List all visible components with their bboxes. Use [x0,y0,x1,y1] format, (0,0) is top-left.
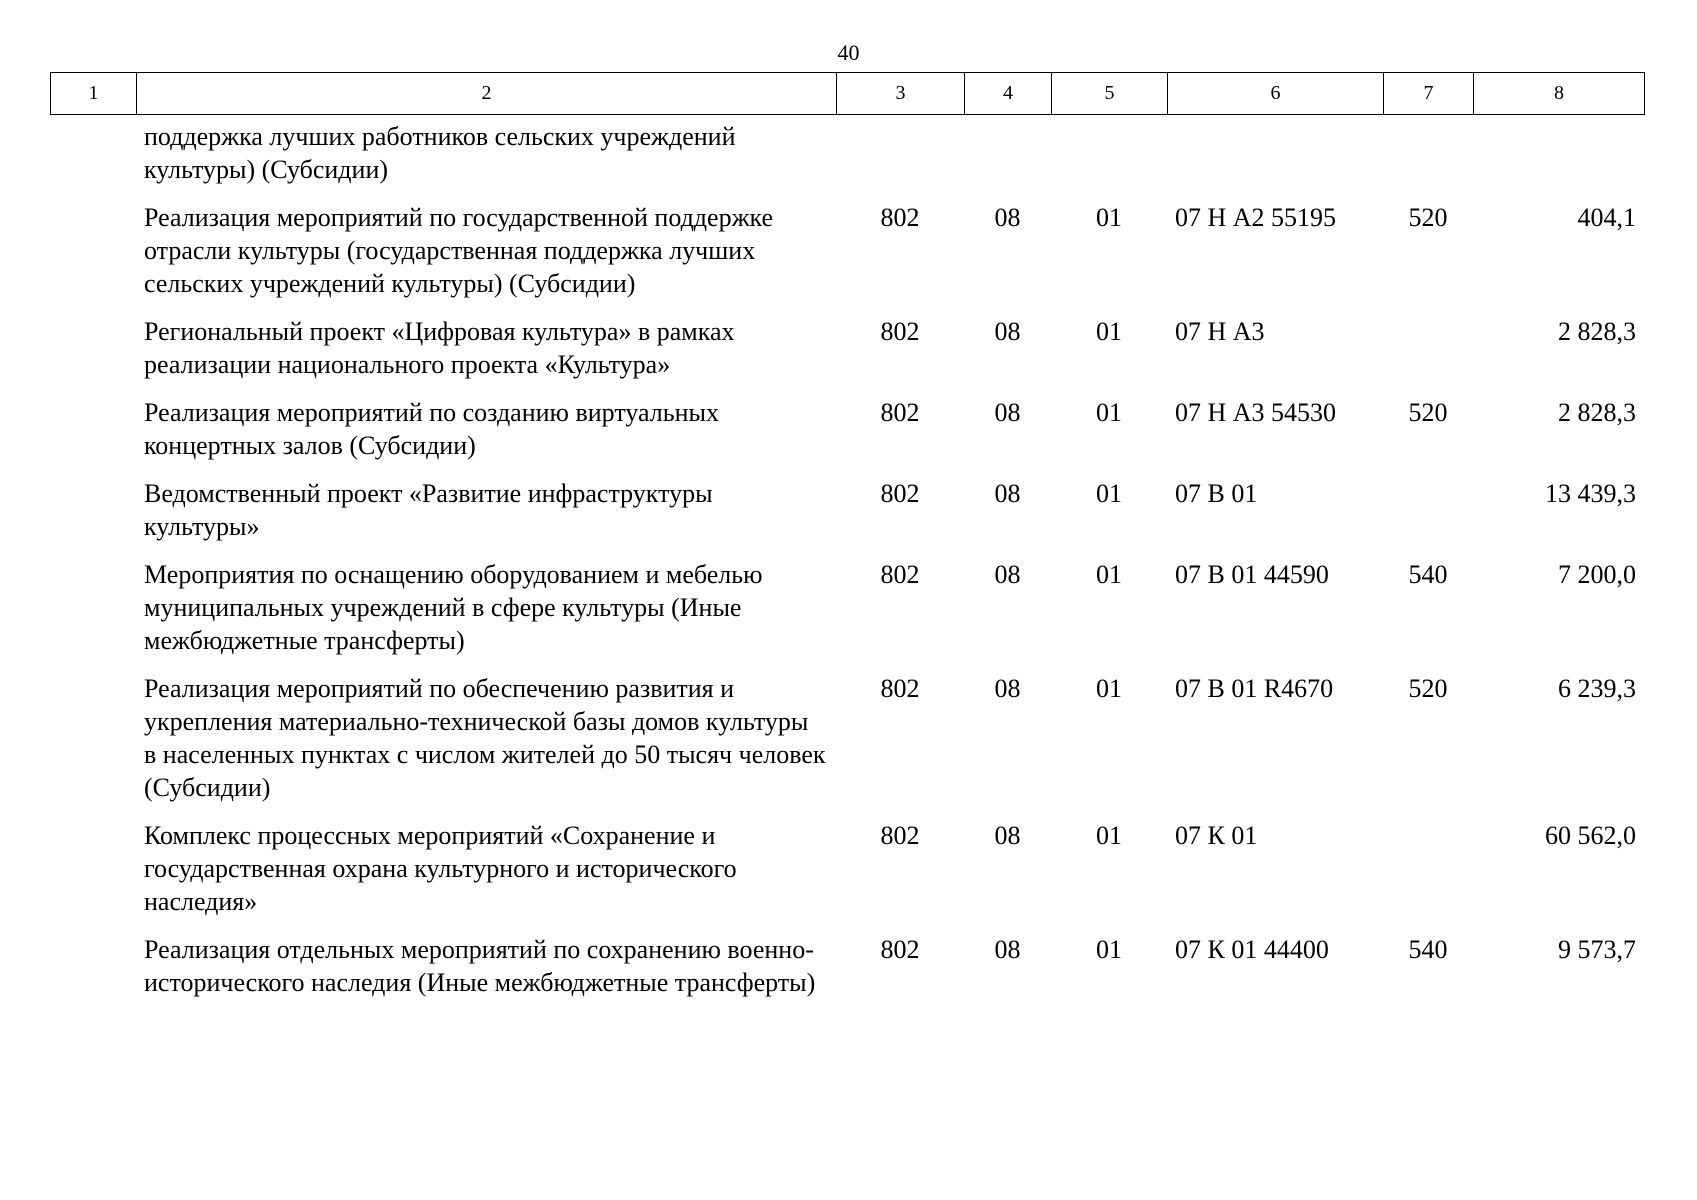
row-code-4: 08 [994,398,1021,427]
row-description: Мероприятия по оснащению оборудованием и мебелью муниципальных учреждений в сфере культуры (Иные межбюджетные трансферты) [144,560,763,655]
column-number-3: 3 [837,73,965,115]
row-amount: 404,1 [1577,203,1636,232]
row-code-7: 540 [1408,560,1448,589]
column-header-row [51,73,1645,115]
row-code-5: 01 [1096,821,1122,850]
row-code-4: 08 [994,821,1021,850]
row-code-3: 802 [880,560,920,589]
row-code-3: 802 [880,821,920,850]
row-code-7 [1383,315,1473,396]
row-code-3: 802 [880,317,920,346]
table-row [50,201,1644,315]
row-code-6: 07 В 01 [1175,479,1258,508]
budget-table-body [50,120,1644,1014]
table-row [50,120,1644,201]
column-number-4: 4 [965,73,1052,115]
row-description: Комплекс процессных мероприятий «Сохранение и государственная охрана культурного и исторического наследия» [144,821,737,916]
table-row [50,396,1644,477]
row-code-3 [836,120,964,201]
budget-table [50,120,1644,1014]
column-header-table [50,72,1645,115]
row-amount: 9 573,7 [1558,935,1636,964]
row-code-5: 01 [1096,935,1122,964]
row-code-3: 802 [880,935,920,964]
row-amount: 2 828,3 [1558,398,1636,427]
page-number: 40 [837,40,860,65]
row-amount: 2 828,3 [1558,317,1636,346]
row-code-4: 08 [994,203,1021,232]
row-description: Реализация мероприятий по созданию виртуальных концертных залов (Субсидии) [144,398,719,460]
row-amount: 7 200,0 [1558,560,1636,589]
row-amount [1473,120,1644,201]
row-description: Реализация мероприятий по государственной поддержке отрасли культуры (государственная поддержка лучших сельских учреждений культуры) (Субсидии) [144,203,774,298]
column-number-8: 8 [1474,73,1645,115]
row-code-7: 540 [1408,935,1448,964]
row-code-7: 520 [1408,398,1448,427]
row-description: Региональный проект «Цифровая культура» в рамках реализации национального проекта «Культура» [144,317,735,379]
row-code-7 [1383,120,1473,201]
table-row [50,558,1644,672]
row-amount: 60 562,0 [1545,821,1636,850]
row-code-5: 01 [1096,317,1122,346]
table-row [50,819,1644,933]
row-code-6: 07 В 01 44590 [1175,560,1329,589]
row-code-5: 01 [1096,203,1122,232]
row-code-6: 07 Н А3 [1175,317,1265,346]
row-code-3: 802 [880,674,920,703]
row-code-5: 01 [1096,479,1122,508]
row-amount: 6 239,3 [1558,674,1636,703]
column-number-2: 2 [137,73,837,115]
row-code-4: 08 [994,674,1021,703]
row-code-5: 01 [1096,560,1122,589]
row-code-3: 802 [880,398,920,427]
row-code-5: 01 [1096,398,1122,427]
row-code-5 [1051,120,1167,201]
row-code-6: 07 Н А3 54530 [1175,398,1337,427]
row-code-4: 08 [994,317,1021,346]
row-description: Ведомственный проект «Развитие инфраструктуры культуры» [144,479,713,541]
row-description: Реализация мероприятий по обеспечению развития и укрепления материально-технической базы домов культуры в населенных пунктах с числом жителей до 50 тысяч человек (Субсидии) [144,674,826,802]
column-number-5: 5 [1052,73,1168,115]
row-code-7: 520 [1408,203,1448,232]
row-code-6 [1167,120,1383,201]
row-code-4: 08 [994,560,1021,589]
row-code-7: 520 [1408,674,1448,703]
row-code-6: 07 К 01 44400 [1175,935,1329,964]
table-row [50,933,1644,1014]
table-row [50,477,1644,558]
row-code-6: 07 Н А2 55195 [1175,203,1337,232]
column-number-6: 6 [1168,73,1384,115]
table-row [50,672,1644,819]
row-code-7 [1383,819,1473,933]
row-amount: 13 439,3 [1545,479,1636,508]
row-code-5: 01 [1096,674,1122,703]
row-code-6: 07 В 01 R4670 [1175,674,1334,703]
row-code-6: 07 К 01 [1175,821,1258,850]
row-code-3: 802 [880,479,920,508]
row-description: поддержка лучших работников сельских учреждений культуры) (Субсидии) [144,122,736,184]
row-code-3: 802 [880,203,920,232]
column-number-1: 1 [51,73,137,115]
row-code-4: 08 [994,479,1021,508]
row-code-7 [1383,477,1473,558]
row-code-4: 08 [994,935,1021,964]
column-number-7: 7 [1384,73,1474,115]
row-code-4 [964,120,1051,201]
table-row [50,315,1644,396]
row-description: Реализация отдельных мероприятий по сохранению военно-исторического наследия (Иные межбюджетные трансферты) [144,935,816,997]
